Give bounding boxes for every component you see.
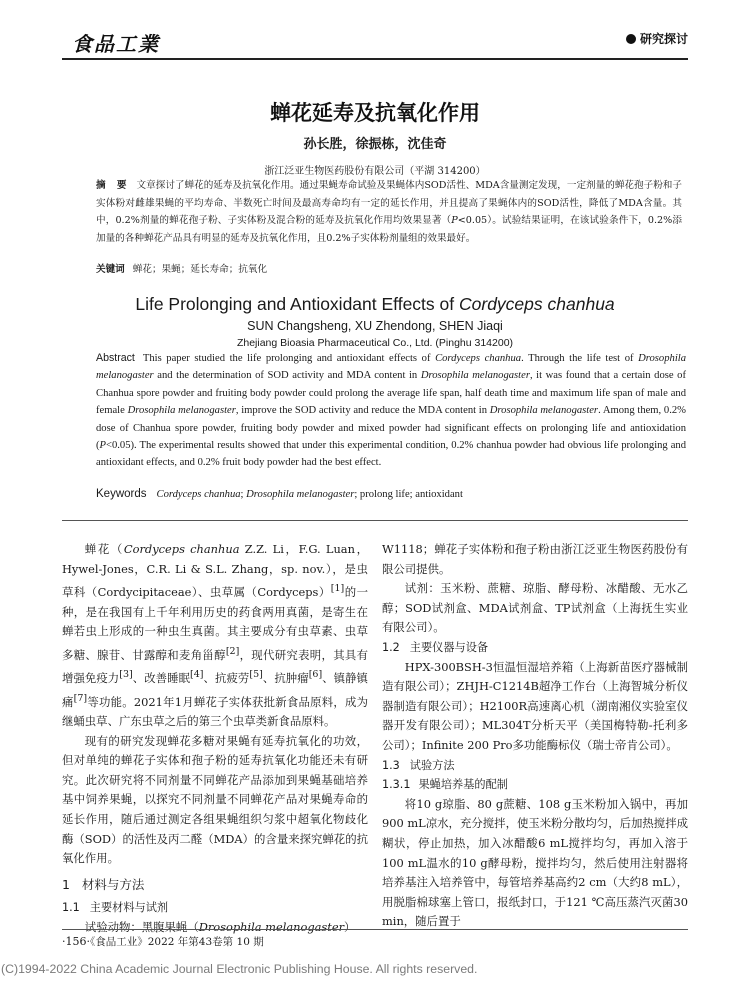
subsection-heading-1-2: 1.2 主要仪器与设备	[382, 640, 489, 654]
header-rule	[62, 58, 688, 60]
keywords-en	[96, 488, 686, 500]
body-column-right	[382, 540, 688, 932]
paragraph-reagents: 试剂：玉米粉、蔗糖、琼脂、酵母粉、冰醋酸、无水乙醇；SOD试剂盒、MDA试剂盒、TP试剂盒（上海抚生实业有限公司）。	[382, 581, 688, 635]
abstract-en	[96, 350, 686, 472]
abstract-en-s7: <0.05). The experimental results showed that under this experimental condition, 0.2% chanhua powder had obvious life prolonging and antioxidant effects, and 0.2% fruit body powder had the best effect.	[96, 440, 686, 469]
paragraph-medium-prep: 将10 g琼脂、80 g蔗糖、108 g玉米粉加入锅中，再加900 mL凉水，充分搅拌，使玉米粉分散均匀，后加热搅拌成糊状，停止加热，加入冰醋酸6 mL搅拌均匀，再加入溶于100 mL温水的10 g酵母粉，搅拌均匀，然后使用注射器将培养基注入培养管中，每管培养基高约2 cm（大约8 mL），用脱脂棉球塞上管口，报纸封口，于121 ℃高压蒸汽灭菌30 min，随后置于	[382, 796, 688, 929]
abstract-cn-label: 摘 要	[96, 180, 131, 191]
keywords-en-i1: Cordyceps chanhua	[156, 489, 241, 500]
abstract-en-i2: Drosophila melanogaster	[96, 353, 686, 382]
keywords-en-i2: Drosophila melanogaster	[246, 489, 355, 500]
footer-rule	[62, 929, 688, 930]
page-header	[62, 28, 688, 68]
title-en-plain: Life Prolonging and Antioxidant Effects of	[135, 294, 459, 314]
ref-6[interactable]: [6]	[308, 669, 323, 681]
title-cn: 蝉花延寿及抗氧化作用	[270, 101, 480, 125]
section-label: 研究探讨	[639, 32, 688, 46]
paragraph-instruments: HPX-300BSH-3恒温恒湿培养箱（上海新苗医疗器械制造有限公司）；ZHJH-C1214B超净工作台（上海智城分析仪器制造有限公司）；H2100R高速离心机（湖南湘仪实验室仪器开发有限公司）；ML304T分析天平（美国梅特勒-托利多公司）；Infinite 200 Pro多功能酶标仪（瑞士帝肯公司）。	[382, 659, 688, 752]
keywords-cn-text: 蝉花；果蝇；延长寿命；抗氧化	[132, 264, 268, 275]
abstract-en-i5: Drosophila melanogaster	[489, 405, 599, 417]
ref-4[interactable]: [4]	[190, 669, 204, 681]
abstract-en-s5: , improve the SOD activity and reduce the MDA content in	[235, 405, 490, 417]
abstract-cn-p: P	[451, 215, 458, 227]
keywords-cn-label: 关键词	[96, 264, 125, 275]
paragraph-strain: W1118；蝉花子实体粉和孢子粉由浙江泛亚生物医药股份有限公司提供。	[382, 542, 688, 576]
affiliation-cn: 浙江泛亚生物医药股份有限公司（平湖 314200）	[264, 166, 486, 177]
ref-1[interactable]: [1]	[330, 583, 345, 595]
abstract-cn	[96, 177, 682, 247]
abstract-en-i3: Drosophila melanogaster	[420, 370, 530, 382]
abstract-en-i1: Cordyceps chanhua	[435, 353, 522, 364]
paragraph-purpose: 现有的研究发现蝉花多糖对果蝇有延寿抗氧化的功效，但对单纯的蝉花子实体和孢子粉的延寿抗氧化功能还未有研究。此次研究将不同剂量不同蝉花产品添加到果蝇基础培养基中饲养果蝇，以探究不同剂量不同蝉花产品对果蝇寿命的延长作用，随后通过测定各组果蝇组织匀浆中超氧化物歧化酶（SOD）的活性及丙二醛（MDA）的含量来探究蝉花的抗氧化作用。	[62, 733, 368, 866]
abstract-cn-text2: ）。试验结果证明，在该试验条件下，0.2%添加量的各种蝉花产品具有明显的延寿及抗氧化作用，且0.2%子实体粉剂量组的效果最好。	[96, 215, 682, 244]
page-number: ·156·	[62, 935, 90, 948]
abstract-en-i6: P	[99, 440, 107, 452]
section-tag	[626, 30, 688, 47]
subsection-heading-1-1: 1.1 主要材料与试剂	[62, 901, 169, 915]
authors-cn: 孙长胜，徐振栋，沈佳奇	[303, 137, 447, 152]
paragraph-test-animal: 试验动物：黑腹果蝇（Drosophila melanogaster）	[84, 919, 356, 934]
abstract-en-s1: This paper studied the life prolonging and antioxidant effects of	[142, 353, 436, 364]
page-footer	[62, 934, 264, 949]
keywords-cn	[96, 261, 682, 275]
copyright-watermark: (C)1994-2022 China Academic Journal Electronic Publishing House. All rights reserved.	[1, 962, 478, 976]
abstract-en-s6: . Among them, 0.2% dose of Chanhua spore powder, fruiting body powder and mixed powder had significant effects on prolonging life and antioxidation (	[96, 405, 686, 452]
abstract-en-s4: , it was found that a certain dose of Chanhua spore powder and fruiting body powder could prolong the average life span, half death time and maximum life span of male and female	[96, 370, 686, 417]
journal-citation: 《食品工业》2022 年第43卷第 10 期	[90, 936, 264, 948]
title-en-italic: Cordyceps chanhua	[459, 294, 615, 314]
abstract-cn-pval: <0.05	[457, 215, 488, 227]
authors-en: SUN Changsheng, XU Zhendong, SHEN Jiaqi	[247, 319, 503, 333]
keywords-en-label: Keywords	[96, 488, 147, 500]
abstract-en-i4: Drosophila melanogaster	[127, 405, 236, 417]
subsection-heading-1-3-1: 1.3.1 果蝇培养基的配制	[382, 778, 508, 792]
abstract-cn-text: 文章探讨了蝉花的延寿及抗氧化作用。通过果蝇寿命试验及果蝇体内SOD活性、MDA含量测定发现，一定剂量的蝉花孢子粉和子实体粉对雌雄果蝇的平均寿命、半数死亡时间及最高寿命均有一定的延长作用，并且提高了果蝇体内的SOD活性，降低了MDA含量。其中，0.2%剂量的蝉花孢子粉、子实体粉及混合粉的延寿及抗氧化作用均效果显著（	[96, 180, 682, 227]
body-column-left	[62, 540, 368, 937]
abstract-en-s3: and the determination of SOD activity and MDA content in	[153, 370, 421, 382]
title-en	[0, 294, 750, 315]
ref-2[interactable]: [2]	[225, 645, 240, 657]
ref-7[interactable]: [7]	[73, 692, 88, 704]
ref-5[interactable]: [5]	[249, 669, 263, 681]
ref-3[interactable]: [3]	[119, 669, 133, 681]
section-heading-1: 1 材料与方法	[62, 876, 145, 892]
abstract-en-s2: . Through the life test of	[521, 353, 639, 364]
keywords-en-s2: ; prolong life; antioxidant	[354, 489, 463, 500]
separator-rule	[62, 520, 688, 521]
bullet-icon	[626, 34, 636, 44]
subsection-heading-1-3: 1.3 试验方法	[382, 758, 455, 772]
keywords-en-s1: ;	[240, 489, 247, 500]
abstract-en-label: Abstract	[96, 352, 135, 364]
journal-logo: 食品工業	[72, 32, 160, 56]
affiliation-en: Zhejiang Bioasia Pharmaceutical Co., Ltd. (Pinghu 314200)	[236, 337, 514, 349]
paragraph-intro: 蝉花（Cordyceps chanhua Z.Z. Li，F.G. Luan，Hywel-Jones，C.R. Li & S.L. Zhang，sp. nov.），是虫草科（Cordycipitaceae）、虫草属（Cordyceps）[1]的一种，是在我国有上千年利用历史的药食两用真菌，是寄生在蝉若虫上形成的一种虫生真菌。其主要成分有虫草素、虫草多糖、腺苷、甘露醇和麦角甾醇[2]，现代研究表明，其具有增强免疫力[3]、改善睡眠[4]、抗疲劳[5]、抗肿瘤[6]、镇静镇痛[7]等功能。2021年1月蝉花子实体获批新食品原料，成为继蛹虫草、广东虫草之后的第三个虫草类新食品原料。	[62, 542, 368, 728]
